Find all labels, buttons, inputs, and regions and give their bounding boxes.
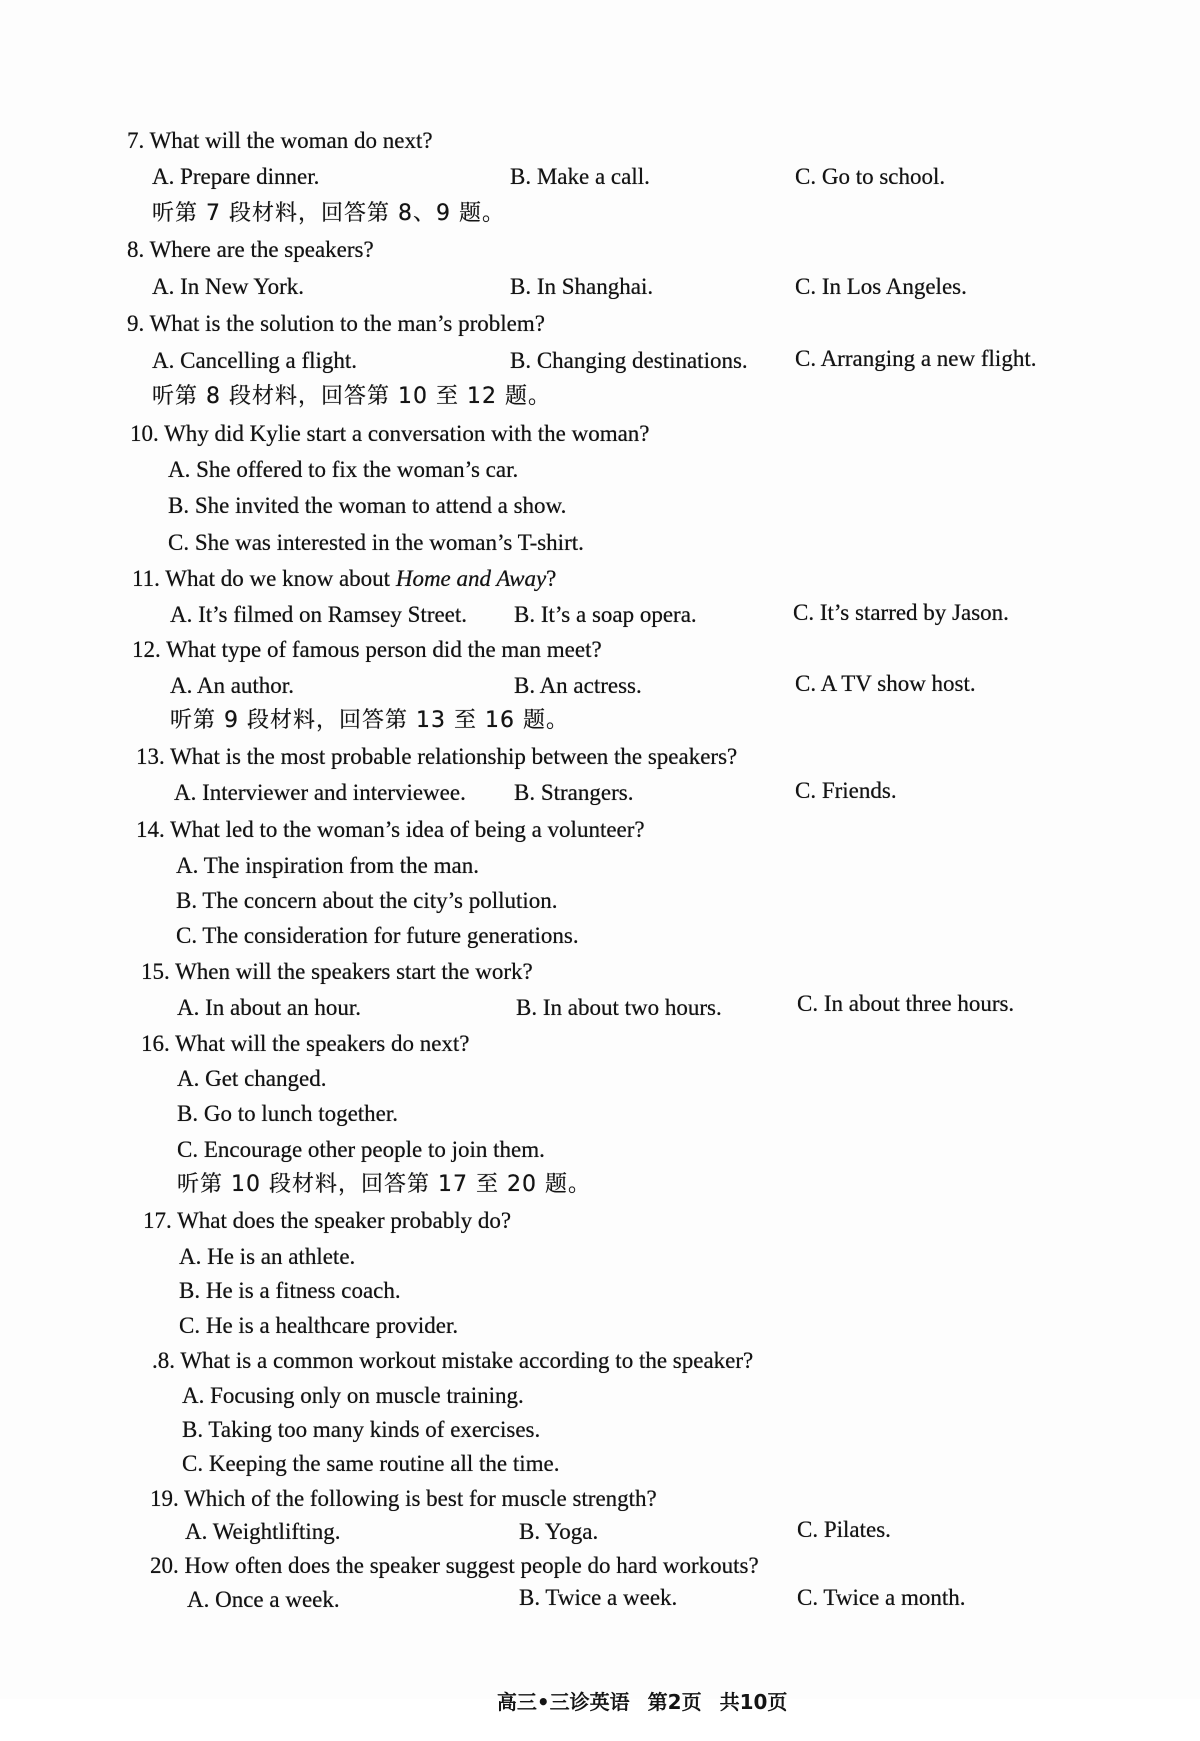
question-12-option-a: A. An author. xyxy=(170,673,294,698)
question-14-option-c: C. The consideration for future generations. xyxy=(176,923,579,948)
question-7-option-c: C. Go to school. xyxy=(795,164,946,189)
question-13-option-c: C. Friends. xyxy=(795,778,897,803)
question-17-stem: 17. What does the speaker probably do? xyxy=(143,1208,512,1233)
instruction-passage-10: 听第 10 段材料，回答第 17 至 20 题。 xyxy=(177,1172,591,1197)
question-11-show-title: Home and Away xyxy=(395,566,547,591)
question-13-option-a: A. Interviewer and interviewee. xyxy=(174,780,466,805)
question-11-stem-suffix: ? xyxy=(546,566,557,591)
question-10-option-b: B. She invited the woman to attend a show. xyxy=(168,493,567,518)
question-14-option-b: B. The concern about the city’s pollution. xyxy=(176,888,558,913)
question-17-option-b: B. He is a fitness coach. xyxy=(179,1278,401,1303)
question-11-option-c: C. It’s starred by Jason. xyxy=(793,600,1009,625)
question-16-stem: 16. What will the speakers do next? xyxy=(141,1031,470,1056)
question-19-option-c: C. Pilates. xyxy=(797,1517,891,1542)
footer-page-number: 第2页 xyxy=(647,1690,702,1714)
question-11-option-a: A. It’s filmed on Ramsey Street. xyxy=(170,602,468,627)
question-11-stem-prefix: 11. What do we know about xyxy=(132,566,396,591)
question-20-option-a: A. Once a week. xyxy=(187,1587,340,1612)
question-9-option-c: C. Arranging a new flight. xyxy=(795,346,1037,371)
question-16-option-c: C. Encourage other people to join them. xyxy=(177,1137,545,1162)
page-footer xyxy=(469,1663,805,1741)
instruction-passage-9: 听第 9 段材料，回答第 13 至 16 题。 xyxy=(170,708,569,733)
question-18-option-a: A. Focusing only on muscle training. xyxy=(182,1383,524,1408)
question-18-option-c: C. Keeping the same routine all the time. xyxy=(182,1451,560,1476)
instruction-passage-7: 听第 7 段材料，回答第 8、9 题。 xyxy=(152,201,505,226)
question-12-option-b: B. An actress. xyxy=(514,673,642,698)
question-20-stem: 20. How often does the speaker suggest people do hard workouts? xyxy=(150,1553,759,1578)
question-15-stem: 15. When will the speakers start the work? xyxy=(141,959,533,984)
question-15-option-a: A. In about an hour. xyxy=(177,995,361,1020)
question-16-option-a: A. Get changed. xyxy=(177,1066,327,1091)
question-18-stem: .8. What is a common workout mistake according to the speaker? xyxy=(152,1348,754,1373)
question-12-option-c: C. A TV show host. xyxy=(795,671,976,696)
question-7-option-a: A. Prepare dinner. xyxy=(152,164,320,189)
question-17-option-a: A. He is an athlete. xyxy=(179,1244,356,1269)
question-14-stem: 14. What led to the woman’s idea of being a volunteer? xyxy=(136,817,645,842)
question-10-stem: 10. Why did Kylie start a conversation with the woman? xyxy=(130,421,650,446)
question-16-option-b: B. Go to lunch together. xyxy=(177,1101,399,1126)
question-7-stem: 7. What will the woman do next? xyxy=(127,128,433,153)
question-7-option-b: B. Make a call. xyxy=(510,164,650,189)
question-19-option-a: A. Weightlifting. xyxy=(185,1519,341,1544)
question-20-option-c: C. Twice a month. xyxy=(797,1585,966,1610)
footer-exam-title: 高三•三诊英语 xyxy=(496,1690,630,1714)
question-14-option-a: A. The inspiration from the man. xyxy=(176,853,479,878)
question-10-option-a: A. She offered to fix the woman’s car. xyxy=(168,457,519,482)
question-19-stem: 19. Which of the following is best for muscle strength? xyxy=(150,1486,657,1511)
question-8-option-c: C. In Los Angeles. xyxy=(795,274,967,299)
question-9-stem: 9. What is the solution to the man’s problem? xyxy=(127,311,545,336)
question-10-option-c: C. She was interested in the woman’s T-shirt. xyxy=(168,530,584,555)
footer-total-pages: 共10页 xyxy=(719,1690,788,1714)
question-8-stem: 8. Where are the speakers? xyxy=(127,237,374,262)
question-18-option-b: B. Taking too many kinds of exercises. xyxy=(182,1417,541,1442)
instruction-passage-8: 听第 8 段材料，回答第 10 至 12 题。 xyxy=(152,384,551,409)
question-9-option-b: B. Changing destinations. xyxy=(510,348,748,373)
question-17-option-c: C. He is a healthcare provider. xyxy=(179,1313,459,1338)
question-11-option-b: B. It’s a soap opera. xyxy=(514,602,697,627)
question-13-option-b: B. Strangers. xyxy=(514,780,634,805)
question-8-option-b: B. In Shanghai. xyxy=(510,274,654,299)
question-20-option-b: B. Twice a week. xyxy=(519,1585,678,1610)
question-8-option-a: A. In New York. xyxy=(152,274,305,299)
question-19-option-b: B. Yoga. xyxy=(519,1519,599,1544)
question-15-option-b: B. In about two hours. xyxy=(516,995,722,1020)
question-13-stem: 13. What is the most probable relationship between the speakers? xyxy=(136,744,738,769)
question-11-stem xyxy=(132,566,556,592)
question-9-option-a: A. Cancelling a flight. xyxy=(152,348,358,373)
question-15-option-c: C. In about three hours. xyxy=(797,991,1015,1016)
question-12-stem: 12. What type of famous person did the man meet? xyxy=(132,637,602,662)
